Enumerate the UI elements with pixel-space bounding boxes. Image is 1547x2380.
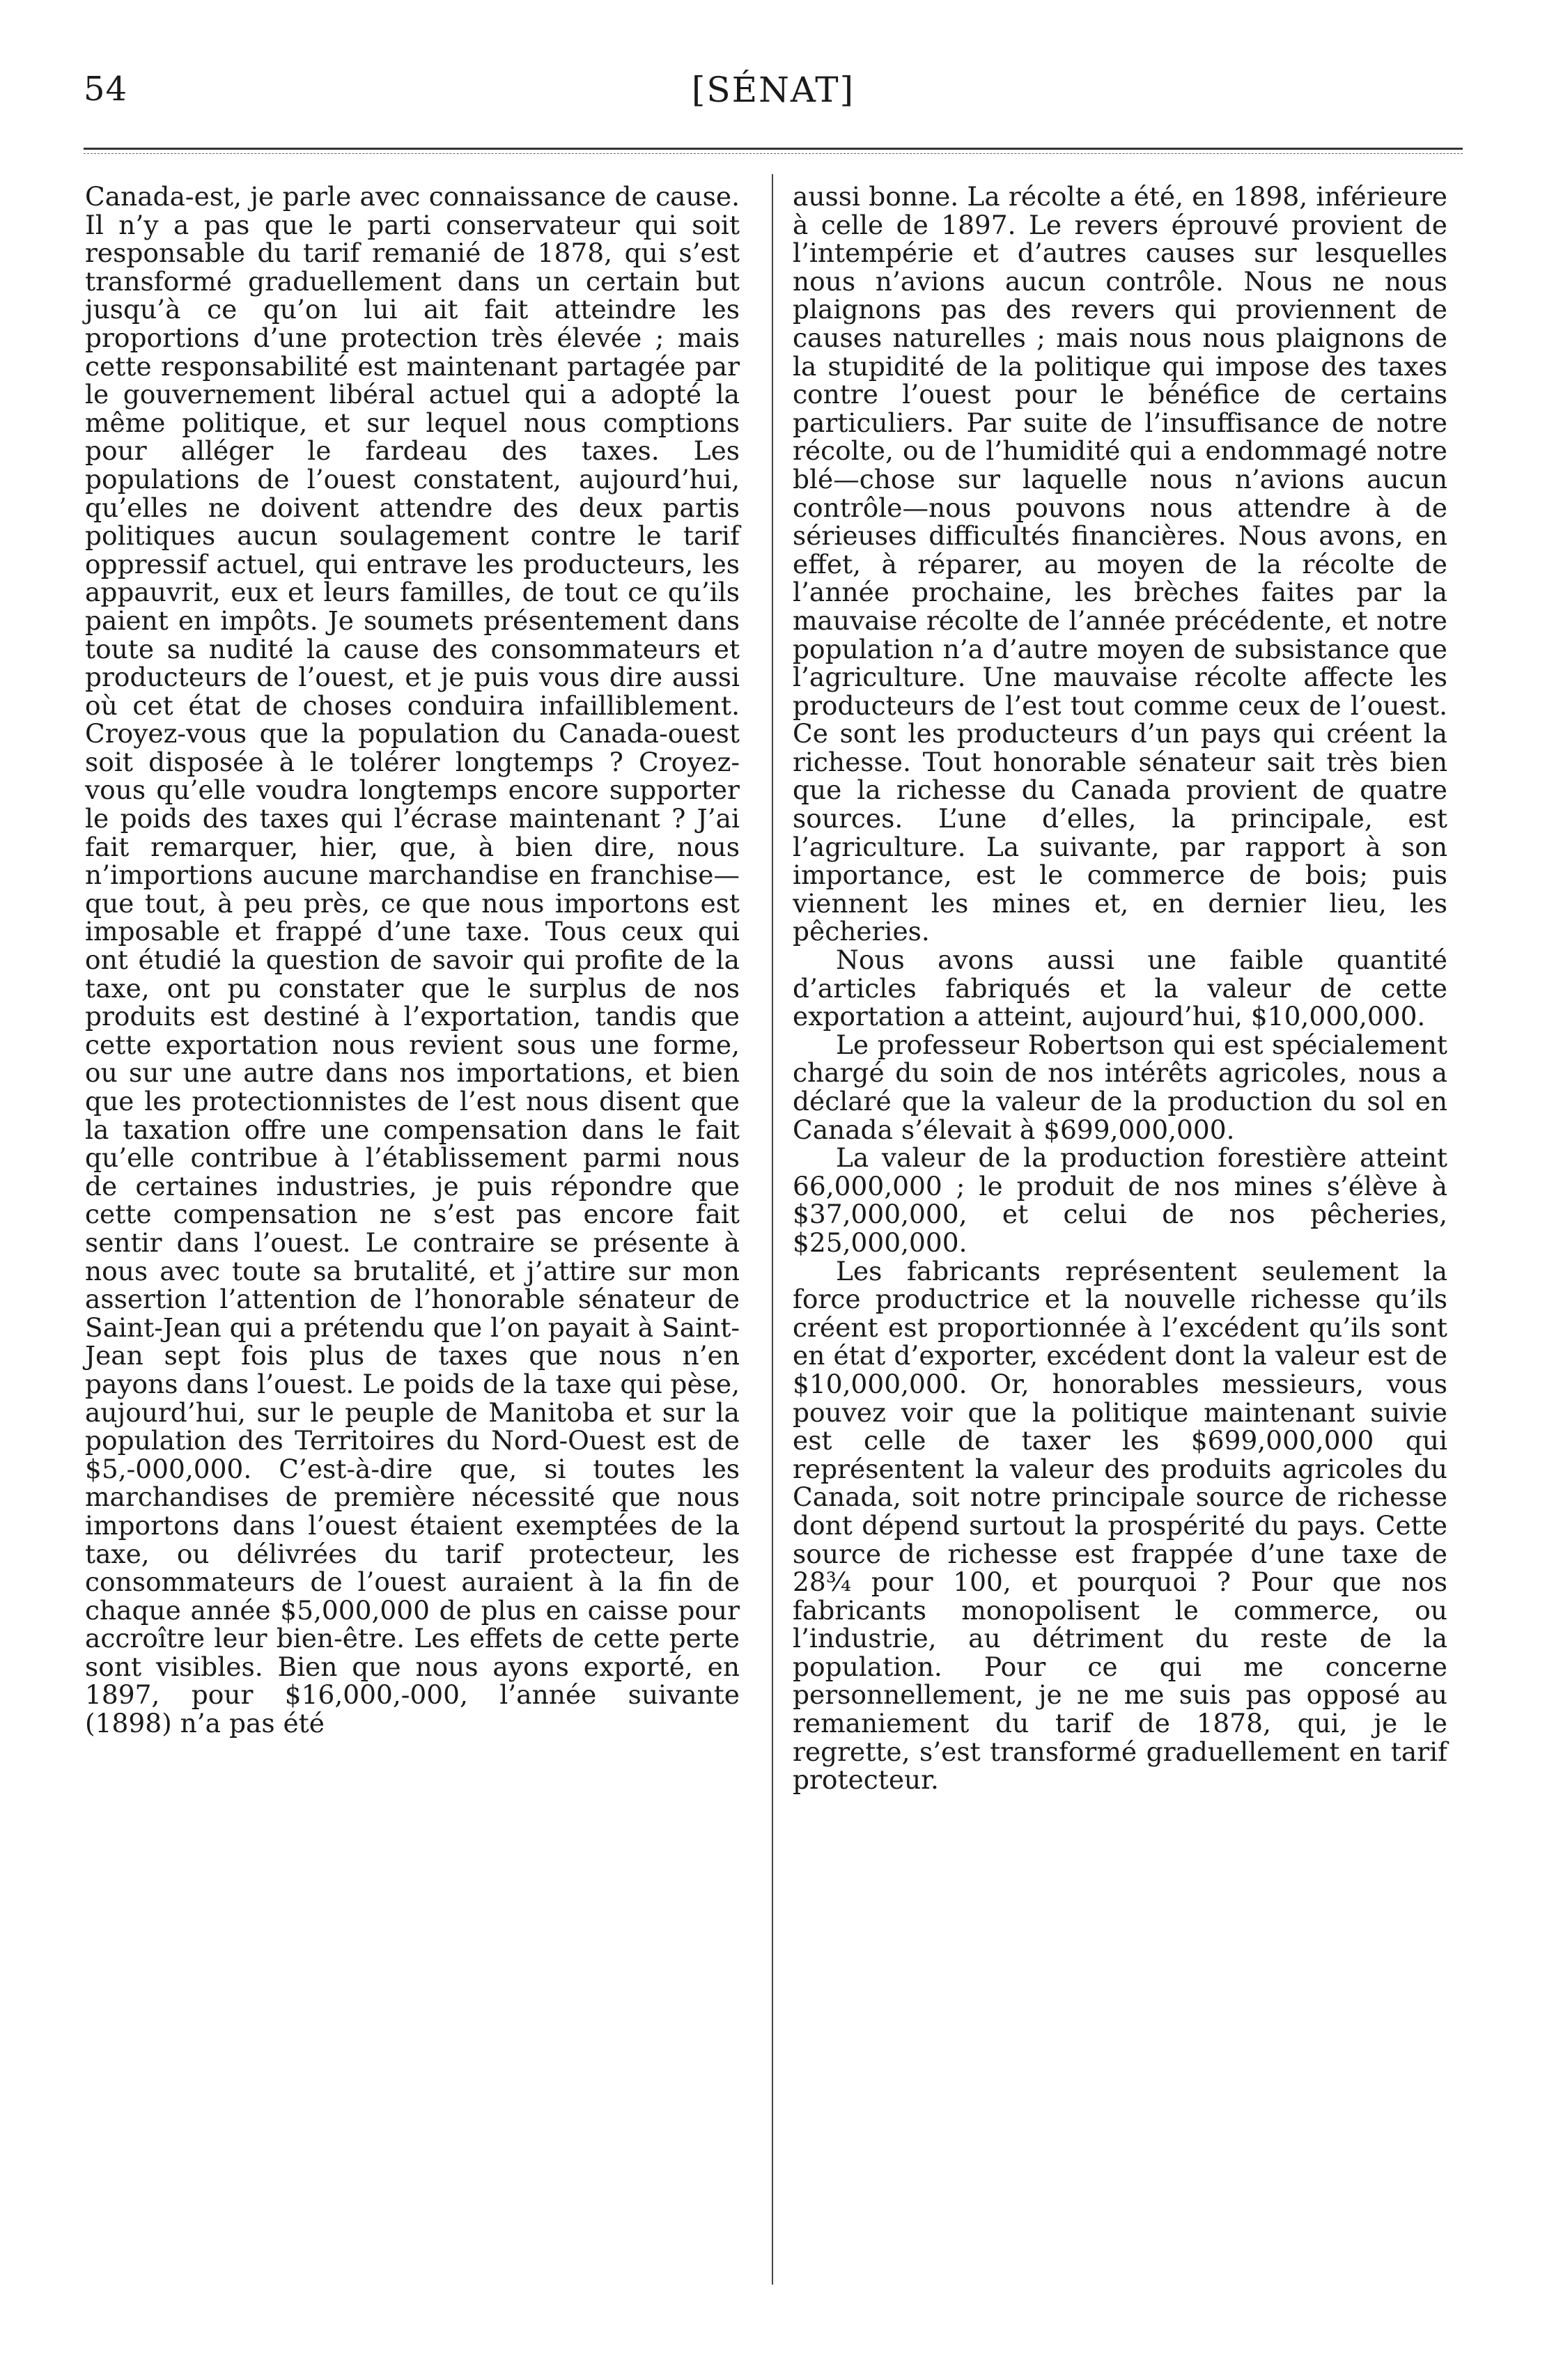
- column-divider: [772, 174, 773, 2285]
- page-header: [84, 70, 1463, 125]
- paragraph: Le professeur Robertson qui est spécialement chargé du soin de nos intérêts agricoles, nous a déclaré que la valeur de la production du sol en Canada s’élevait à $699,000,000.: [793, 1029, 1447, 1145]
- right-column: [793, 182, 1447, 1794]
- paragraph: aussi bonne. La récolte a été, en 1898, inférieure à celle de 1897. Le revers éprouvé provient de l’intempérie et d’autres causes sur lesquelles nous n’avions aucun contrôle. Nous ne nous plaignons pas des revers qui proviennent de causes naturelles ; mais nous nous plaignons de la stupidité de la politique qui impose des taxes contre l’ouest pour le bénéfice de certains particuliers. Par suite de l’insuffisance de notre récolte, ou de l’humidité qui a endommagé notre blé—chose sur laquelle nous n’avions aucun contrôle—nous pouvons nous attendre à de sérieuses difficultés financières. Nous avons, en effet, à réparer, au moyen de la récolte de l’année prochaine, les brèches faites par la mauvaise récolte de l’année précédente, et notre population n’a d’autre moyen de subsistance que l’agriculture. Une mauvaise récolte affecte les producteurs de l’est tout comme ceux de l’ouest. Ce sont les producteurs d’un pays qui créent la richesse. Tout honorable sénateur sait très bien que la richesse du Canada provient de quatre sources. L’une d’elles, la principale, est l’agriculture. La suivante, par rapport à son importance, est le commerce de bois; puis viennent les mines et, en dernier lieu, les pêcheries.: [793, 181, 1447, 947]
- left-column: [85, 182, 740, 1738]
- header-rule-secondary: [84, 153, 1463, 154]
- running-head: [SÉNAT]: [691, 70, 855, 110]
- paragraph: Les fabricants représentent seulement la force productrice et la nouvelle richesse qu’ils créent est proportionnée à l’excédent qu’ils sont en état d’exporter, excédent dont la valeur est de $10,000,000. Or, honorables messieurs, vous pouvez voir que la politique maintenant suivie est celle de taxer les $699,000,000 qui représentent la valeur des produits agricoles du Canada, soit notre principale source de richesse dont dépend surtout la prospérité du pays. Cette source de richesse est frappée d’une taxe de 28¾ pour 100, et pourquoi ? Pour que nos fabricants monopolisent le commerce, ou l’industrie, au détriment du reste de la population. Pour ce qui me concerne personnellement, je ne me suis pas opposé au remaniement du tarif de 1878, qui, je le regrette, s’est transformé graduellement en tarif protecteur.: [793, 1255, 1447, 1796]
- header-rule: [84, 148, 1463, 150]
- page-number: 54: [84, 70, 128, 109]
- paragraph: Nous avons aussi une faible quantité d’articles fabriqués et la valeur de cette exportation a atteint, aujourd’hui, $10,000,000.: [793, 944, 1447, 1032]
- paragraph: Canada-est, je parle avec connaissance de cause. Il n’y a pas que le parti conservateur qui soit responsable du tarif remanié de 1878, qui s’est transformé graduellement dans un certain but jusqu’à ce qu’on lui ait fait atteindre les proportions d’une protection très élevée ; mais cette responsabilité est maintenant partagée par le gouvernement libéral actuel qui a adopté la même politique, et sur lequel nous comptions pour alléger le fardeau des taxes. Les populations de l’ouest constatent, aujourd’hui, qu’elles ne doivent attendre des deux partis politiques aucun soulagement contre le tarif oppressif actuel, qui entrave les producteurs, les appauvrit, eux et leurs familles, de tout ce qu’ils paient en impôts. Je soumets présentement dans toute sa nudité la cause des consommateurs et producteurs de l’ouest, et je puis vous dire aussi où cet état de choses conduira infailliblement. Croyez-vous que la population du Canada-ouest soit disposée à le tolérer longtemps ? Croyez-vous qu’elle voudra longtemps encore supporter le poids des taxes qui l’écrase maintenant ? J’ai fait remarquer, hier, que, à bien dire, nous n’importions aucune marchandise en franchise—que tout, à peu près, ce que nous importons est imposable et frappé d’une taxe. Tous ceux qui ont étudié la question de savoir qui profite de la taxe, ont pu constater que le surplus de nos produits est destiné à l’exportation, tandis que cette exportation nous revient sous une forme, ou sur une autre dans nos importations, et bien que les protectionnistes de l’est nous disent que la taxation offre une compensation dans le fait qu’elle contribue à l’établissement parmi nous de certaines industries, je puis répondre que cette compensation ne s’est pas encore fait sentir dans l’ouest. Le contraire se présente à nous avec toute sa brutalité, et j’attire sur mon assertion l’attention de l’honorable sénateur de Saint-Jean qui a prétendu que l’on payait à Saint-Jean sept fois plus de taxes que nous n’en payons dans l’ouest. Le poids de la taxe qui pèse, aujourd’hui, sur le peuple de Manitoba et sur la population des Territoires du Nord-Ouest est de $5,-000,000. C’est-à-dire que, si toutes les marchandises de première nécessité que nous importons dans l’ouest étaient exemptées de la taxe, ou délivrées du tarif protecteur, les consommateurs de l’ouest auraient à la fin de chaque année $5,000,000 de plus en caisse pour accroître leur bien-être. Les effets de cette perte sont visibles. Bien que nous ayons exporté, en 1897, pour $16,000,-000, l’année suivante (1898) n’a pas été: [85, 181, 740, 1739]
- paragraph: La valeur de la production forestière atteint 66,000,000 ; le produit de nos mines s’élève à $37,000,000, et celui de nos pêcheries, $25,000,000.: [793, 1142, 1447, 1258]
